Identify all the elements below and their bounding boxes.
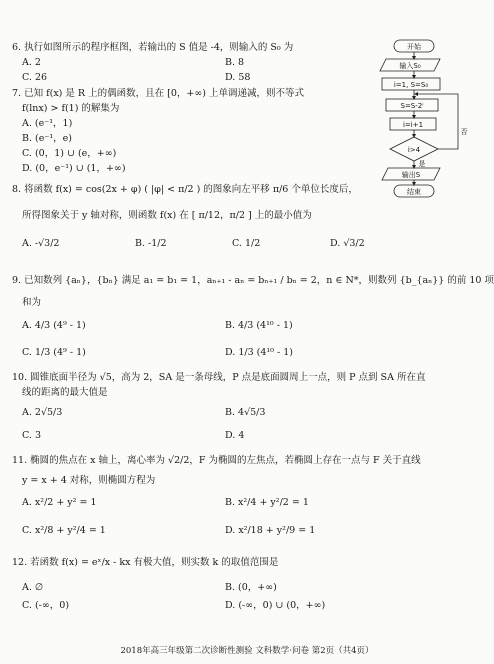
q7-option-d: D. (0，e⁻¹) ∪ (1，+∞) — [22, 163, 126, 174]
q7-option-c: C. (0，1) ∪ (e，+∞) — [22, 148, 117, 159]
q9-option-a: A. 4/3 (4⁹ - 1) — [22, 320, 86, 331]
q6-option-d: D. 58 — [225, 72, 251, 83]
q11-line2: y = x + 4 对称，则椭圆方程为 — [22, 475, 156, 486]
q9-line1: 9. 已知数列 {aₙ}，{bₙ} 满足 a₁ = b₁ = 1，aₙ₊₁ - aₙ = bₙ₊₁ / bₙ = 2，n ∈ N*，则数列 {b_{aₙ}} 的前 10 项 — [12, 275, 494, 286]
q10-option-a: A. 2√5/3 — [22, 407, 63, 418]
page-footer: 2018年高三年级第二次诊断性测验 文科数学·问卷 第2页（共4页） — [120, 646, 374, 656]
q7-option-b: B. (e⁻¹，e) — [22, 133, 73, 144]
q9-line2: 和为 — [22, 297, 42, 308]
q6-stem: 6. 执行如图所示的程序框图，若输出的 S 值是 -4，则输入的 S₀ 为 — [12, 42, 294, 53]
q10-option-c: C. 3 — [22, 430, 42, 441]
q11-option-b: B. x²/4 + y²/2 = 1 — [225, 497, 309, 508]
q7-line1: 7. 已知 f(x) 是 R 上的偶函数，且在 [0，+∞) 上单调递减，则不等式 — [12, 88, 304, 99]
flow-yes-label: 是 — [418, 160, 426, 168]
flow-output-label: 输出S — [401, 171, 421, 179]
q12-option-a: A. ∅ — [22, 582, 44, 593]
q11-option-c: C. x²/8 + y²/4 = 1 — [22, 525, 106, 536]
flow-end-label: 结束 — [407, 188, 421, 196]
q12-option-d: D. (-∞，0) ∪ (0，+∞) — [225, 600, 326, 611]
q10-line2: 线的距离的最大值是 — [22, 387, 108, 398]
q6-option-b: B. 8 — [225, 57, 245, 68]
q8-line2: 所得图象关于 y 轴对称，则函数 f(x) 在 [ π/12，π/2 ] 上的最小值为 — [22, 210, 312, 221]
flow-no-label: 否 — [460, 128, 468, 136]
flow-input-label: 输入S₀ — [399, 62, 421, 70]
flow-assign1-label: S=S-2ⁱ — [400, 102, 424, 110]
q12-option-b: B. (0，+∞) — [225, 582, 277, 593]
q8-option-d: D. √3/2 — [330, 238, 365, 249]
q12-option-c: C. (-∞，0) — [22, 600, 70, 611]
flow-start-label: 开始 — [407, 43, 421, 51]
q9-option-c: C. 1/3 (4⁹ - 1) — [22, 347, 86, 358]
q8-line1: 8. 将函数 f(x) = cos(2x + φ) ( |φ| < π/2 ) 的图象向左平移 π/6 个单位长度后， — [12, 184, 358, 195]
flow-assign2-label: i=i+1 — [402, 121, 424, 129]
q8-option-a: A. -√3/2 — [22, 238, 60, 249]
q7-line2: f(lnx) > f(1) 的解集为 — [22, 103, 120, 114]
q10-option-d: D. 4 — [225, 430, 245, 441]
q8-option-b: B. -1/2 — [135, 238, 167, 249]
q7-option-a: A. (e⁻¹，1) — [22, 118, 73, 129]
flow-cond-label: i>4 — [407, 146, 421, 154]
q6-option-a: A. 2 — [22, 57, 41, 68]
q12-stem: 12. 若函数 f(x) = eˣ/x - kx 有极大值，则实数 k 的取值范围是 — [12, 557, 279, 568]
q6-option-c: C. 26 — [22, 72, 48, 83]
q11-line1: 11. 椭圆的焦点在 x 轴上，离心率为 √2/2，F 为椭圆的左焦点，若椭圆上存在一点与 F 关于直线 — [12, 455, 421, 466]
flow-init-label: i=1, S=S₀ — [393, 81, 429, 89]
q10-line1: 10. 圆锥底面半径为 √5，高为 2，SA 是一条母线，P 点是底面圆周上一点，则 P 点到 SA 所在直 — [12, 372, 426, 383]
program-flowchart — [372, 38, 482, 198]
q11-option-d: D. x²/18 + y²/9 = 1 — [225, 525, 316, 536]
q9-option-b: B. 4/3 (4¹⁰ - 1) — [225, 320, 293, 331]
q8-option-c: C. 1/2 — [232, 238, 261, 249]
q10-option-b: B. 4√5/3 — [225, 407, 266, 418]
q9-option-d: D. 1/3 (4¹⁰ - 1) — [225, 347, 293, 358]
q11-option-a: A. x²/2 + y² = 1 — [22, 497, 97, 508]
